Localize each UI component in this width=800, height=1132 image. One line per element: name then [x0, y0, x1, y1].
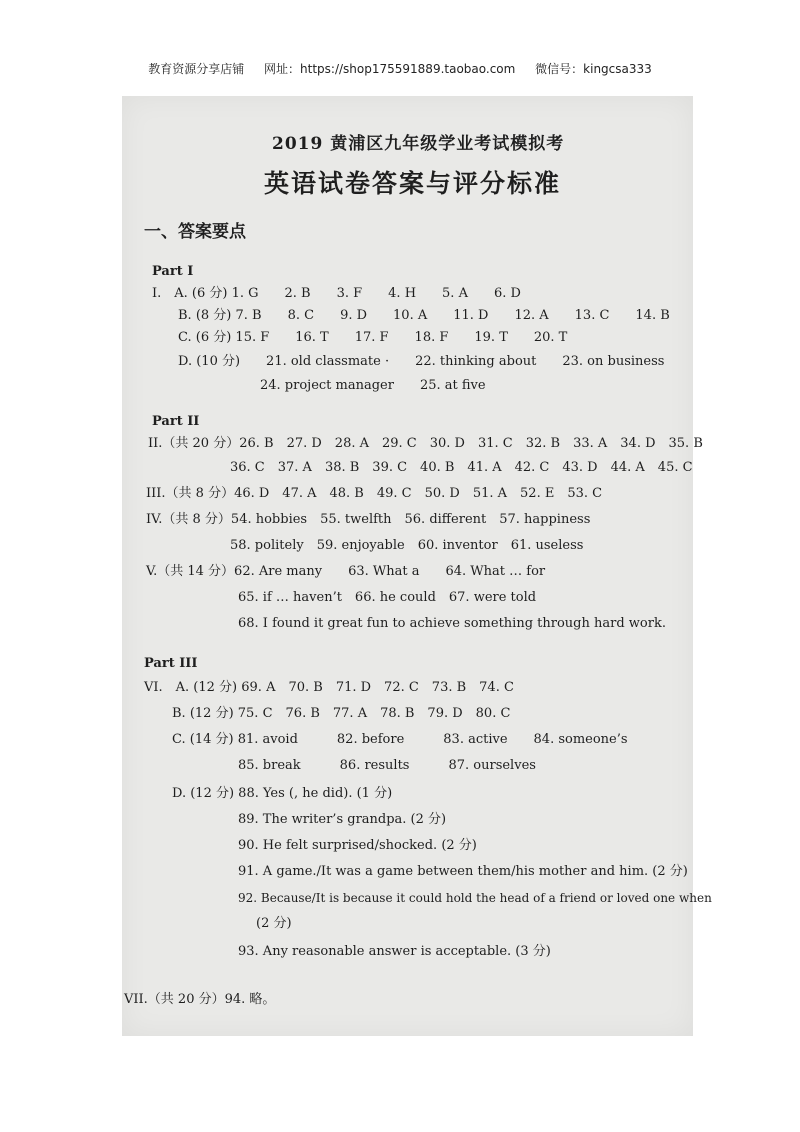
- answer-line: 68. I found it great fun to achieve something through hard work.: [238, 616, 666, 631]
- answer-line: 91. A game./It was a game between them/his mother and him. (2 分): [238, 864, 688, 879]
- answer-line: 85. break 86. results 87. ourselves: [238, 758, 536, 773]
- answer-line: 58. politely 59. enjoyable 60. inventor 61. useless: [230, 538, 584, 553]
- answer-line: III.（共 8 分）46. D 47. A 48. B 49. C 50. D 51. A 52. E 53. C: [146, 486, 603, 501]
- answer-line: D. (12 分) 88. Yes (, he did). (1 分): [172, 786, 393, 801]
- answer-line: 93. Any reasonable answer is acceptable. (3 分): [238, 944, 551, 959]
- part-heading: Part III: [144, 656, 198, 671]
- section-heading: 一、答案要点: [144, 222, 246, 242]
- part-heading: Part II: [152, 414, 200, 429]
- answer-line: B. (12 分) 75. C 76. B 77. A 78. B 79. D 80. C: [172, 706, 511, 721]
- answer-line: IV.（共 8 分）54. hobbies 55. twelfth 56. different 57. happiness: [146, 512, 591, 527]
- answer-line: 90. He felt surprised/shocked. (2 分): [238, 838, 477, 853]
- doc-title: 英语试卷答案与评分标准: [264, 169, 562, 198]
- answer-line: D. (10 分) 21. old classmate · 22. thinking about 23. on business: [178, 354, 665, 369]
- answer-line: 89. The writer’s grandpa. (2 分): [238, 812, 447, 827]
- part-heading: Part I: [152, 264, 194, 279]
- answer-line: 92. Because/It is because it could hold the head of a friend or loved one when: [238, 891, 712, 905]
- answer-line: VI. A. (12 分) 69. A 70. B 71. D 72. C 73. B 74. C: [144, 680, 514, 695]
- shop-url[interactable]: 网址：https://shop175591889.taobao.com: [264, 62, 516, 76]
- answer-line: I. A. (6 分) 1. G 2. B 3. F 4. H 5. A 6. D: [152, 286, 521, 301]
- answer-line: B. (8 分) 7. B 8. C 9. D 10. A 11. D 12. A 13. C 14. B: [178, 308, 670, 323]
- answer-line: V.（共 14 分）62. Are many 63. What a 64. What … for: [146, 564, 546, 579]
- answer-line: II.（共 20 分）26. B 27. D 28. A 29. C 30. D 31. C 32. B 33. A 34. D 35. B: [148, 436, 703, 451]
- wechat-id: 微信号：kingcsa333: [535, 62, 652, 76]
- answer-line: 24. project manager 25. at five: [260, 378, 486, 393]
- answer-line: 65. if … haven’t 66. he could 67. were told: [238, 590, 537, 605]
- shop-name: 教育资源分享店铺: [148, 62, 245, 76]
- page-header: [0, 60, 800, 77]
- answer-sheet-photo: [122, 96, 712, 1036]
- answer-line: 36. C 37. A 38. B 39. C 40. B 41. A 42. C 43. D 44. A 45. C: [230, 460, 693, 475]
- answer-line: C. (6 分) 15. F 16. T 17. F 18. F 19. T 20. T: [178, 330, 568, 345]
- answer-line: VII.（共 20 分）94. 略。: [124, 992, 276, 1007]
- exam-title: 2019 黄浦区九年级学业考试模拟考: [272, 134, 565, 154]
- answer-line: C. (14 分) 81. avoid 82. before 83. active 84. someone’s: [172, 732, 628, 747]
- answer-line: (2 分): [256, 916, 292, 931]
